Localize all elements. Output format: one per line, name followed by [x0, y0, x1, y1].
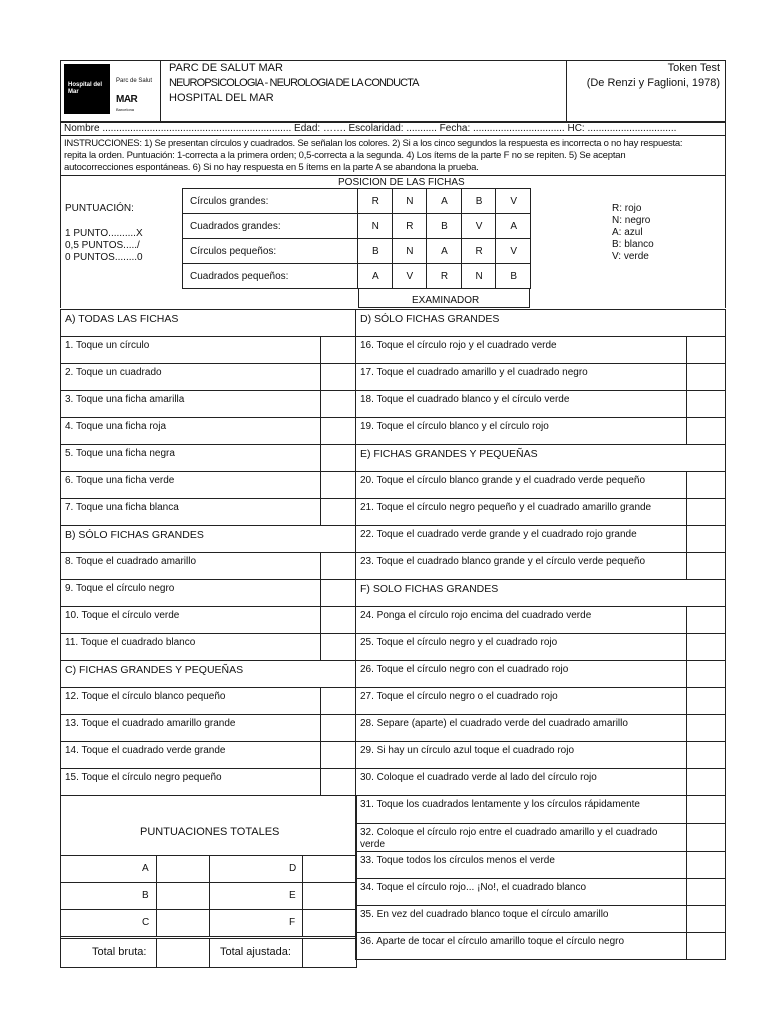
legend-item: N: negro [612, 215, 651, 226]
item-score-box[interactable] [320, 768, 356, 796]
item-score-box[interactable] [320, 633, 356, 661]
item-score-box[interactable] [686, 932, 726, 960]
item-text: 9. Toque el círculo negro [65, 583, 175, 594]
totals-value-box[interactable] [302, 855, 357, 883]
item-score-box[interactable] [686, 768, 726, 796]
patient-line: Nombre .................................................................... Edad: ……. Escolaridad: ........... Fecha: ................................. HC: ................................ [64, 123, 677, 134]
item-score-box[interactable] [686, 606, 726, 634]
position-token-value: B [441, 221, 448, 232]
item-score-box[interactable] [320, 336, 356, 364]
item-score-box[interactable] [686, 714, 726, 742]
logo-parc-text: Parc de Salut [116, 78, 153, 84]
item-score-box[interactable] [320, 471, 356, 499]
position-token-value: V [406, 271, 414, 282]
item-text: 2. Toque un cuadrado [65, 367, 162, 378]
test-name: Token Test [667, 62, 720, 74]
section-heading: E) FICHAS GRANDES Y PEQUEÑAS [360, 448, 538, 460]
item-text: 6. Toque una ficha verde [65, 475, 175, 486]
item-text: 31. Toque los cuadrados lentamente y los círculos rápidamente [360, 799, 640, 810]
item-score-box[interactable] [686, 363, 726, 391]
item-score-box[interactable] [686, 525, 726, 553]
position-row-label: Cuadrados pequeños: [190, 271, 289, 282]
item-score-box[interactable] [320, 579, 356, 607]
item-score-box[interactable] [686, 498, 726, 526]
scoring-half-point: 0,5 PUNTOS...../ [65, 240, 140, 251]
totals-value-box[interactable] [156, 855, 210, 883]
item-text: 8. Toque el cuadrado amarillo [65, 556, 197, 567]
item-score-box[interactable] [320, 390, 356, 418]
examiner-label: EXAMINADOR [412, 295, 480, 306]
position-token-value: V [510, 246, 518, 257]
totals-value-box[interactable] [302, 882, 357, 910]
logo-mar-text: MAR [116, 94, 138, 105]
totals-value-box[interactable] [156, 909, 210, 937]
legend-item: B: blanco [612, 239, 654, 250]
item-text: 10. Toque el círculo verde [65, 610, 180, 621]
item-score-box[interactable] [686, 905, 726, 933]
totals-label: F [289, 917, 296, 928]
item-text: 18. Toque el cuadrado blanco y el círculo verde [360, 394, 570, 405]
total-raw-label: Total bruta: [92, 946, 147, 958]
total-adjusted-box[interactable] [302, 938, 357, 968]
item-text: 3. Toque una ficha amarilla [65, 394, 185, 405]
position-row-label: Círculos grandes: [190, 196, 269, 207]
item-text: 28. Separe (aparte) el cuadrado verde del cuadrado amarillo [360, 718, 628, 729]
logo-hospital-text: Hospital del Mar [68, 82, 103, 95]
section-heading: D) SÓLO FICHAS GRANDES [360, 313, 500, 325]
section-heading: F) SOLO FICHAS GRANDES [360, 583, 499, 595]
position-token-value: A [441, 196, 448, 207]
item-text: 15. Toque el círculo negro pequeño [65, 772, 222, 783]
item-score-box[interactable] [686, 795, 726, 824]
position-token-value: A [371, 271, 379, 282]
logo-sub-text: Barcelona [116, 107, 135, 112]
item-text: 12. Toque el círculo blanco pequeño [65, 691, 226, 702]
position-token-value: B [371, 246, 379, 257]
position-token-value: N [406, 196, 414, 207]
item-text: 30. Coloque el cuadrado verde al lado del círculo rojo [360, 772, 597, 783]
item-score-box[interactable] [686, 851, 726, 879]
item-score-box[interactable] [320, 714, 356, 742]
scoring-title: PUNTUACIÓN: [65, 203, 134, 214]
item-text: 1. Toque un círculo [65, 340, 150, 351]
item-score-box[interactable] [320, 363, 356, 391]
item-score-box[interactable] [320, 417, 356, 445]
item-text: 33. Toque todos los círculos menos el verde [360, 855, 555, 866]
item-text: 19. Toque el círculo blanco y el círculo rojo [360, 421, 549, 432]
position-token-value: R [475, 246, 483, 257]
item-text: 7. Toque una ficha blanca [65, 502, 179, 513]
item-score-box[interactable] [686, 878, 726, 906]
total-adjusted-label: Total ajustada: [220, 946, 291, 958]
position-row-label: Círculos pequeños: [190, 246, 277, 257]
item-score-box[interactable] [686, 660, 726, 688]
item-text: 34. Toque el círculo rojo... ¡No!, el cuadrado blanco [360, 882, 587, 893]
item-text: 32. Coloque el círculo rojo entre el cuadrado amarillo y el cuadrado verde [360, 827, 658, 850]
scoring-one-point: 1 PUNTO..........X [65, 228, 143, 239]
item-text: 17. Toque el cuadrado amarillo y el cuadrado negro [360, 367, 588, 378]
position-token-value: A [441, 246, 448, 257]
position-token-value: V [475, 221, 483, 232]
header-line-1: PARC DE SALUT MAR [169, 62, 283, 74]
position-token-value: V [510, 196, 518, 207]
totals-label: B [142, 890, 149, 901]
section-heading: B) SÓLO FICHAS GRANDES [65, 529, 204, 541]
instructions-line-1: INSTRUCCIONES: 1) Se presentan círculos y cuadrados. Se señalan los colores. 2) Si a los cinco segundos la respuesta es incorrecta o no hay respuesta: [64, 138, 683, 149]
item-text: 5. Toque una ficha negra [65, 448, 175, 459]
totals-label: C [142, 917, 150, 928]
item-score-box[interactable] [686, 633, 726, 661]
hospital-logo [64, 64, 154, 114]
item-text: 36. Aparte de tocar el círculo amarillo toque el círculo negro [360, 936, 625, 947]
item-text: 13. Toque el cuadrado amarillo grande [65, 718, 236, 729]
item-score-box[interactable] [686, 741, 726, 769]
item-score-box[interactable] [686, 823, 726, 852]
instructions-line-3: autocorrecciones espontáneas. 6) Si no hay respuesta en 5 ítems en la parte A se abandona la prueba. [64, 162, 479, 173]
item-score-box[interactable] [320, 498, 356, 526]
position-token-value: B [475, 196, 483, 207]
totals-title: PUNTUACIONES TOTALES [140, 826, 280, 838]
totals-value-box[interactable] [302, 909, 357, 937]
item-score-box[interactable] [686, 687, 726, 715]
totals-label: A [142, 863, 149, 874]
legend-item: R: rojo [612, 203, 642, 214]
item-text: 14. Toque el cuadrado verde grande [65, 745, 226, 756]
item-text: 24. Ponga el círculo rojo encima del cuadrado verde [360, 610, 592, 621]
item-score-box[interactable] [320, 444, 356, 472]
item-text: 25. Toque el círculo negro y el cuadrado rojo [360, 637, 558, 648]
item-text: 35. En vez del cuadrado blanco toque el círculo amarillo [360, 909, 609, 920]
position-token-value: B [510, 271, 518, 282]
header-divider-right [566, 60, 567, 122]
instructions-line-2: repita la orden. Puntuación: 1-correcta a la primera orden; 0,5-correcta a la segunda. 4) Los ítems de la parte F no se repiten. 5) Se aceptan [64, 150, 626, 161]
item-text: 23. Toque el cuadrado blanco grande y el círculo verde pequeño [360, 556, 646, 567]
test-reference: (De Renzi y Faglioni, 1978) [586, 77, 720, 89]
header-divider-left [160, 60, 161, 122]
item-text: 29. Si hay un círculo azul toque el cuadrado rojo [360, 745, 575, 756]
item-text: 16. Toque el círculo rojo y el cuadrado verde [360, 340, 557, 351]
item-text: 22. Toque el cuadrado verde grande y el cuadrado rojo grande [360, 529, 637, 540]
header-line-2: NEUROPSICOLOGIA - NEUROLOGIA DE LA CONDUCTA [169, 77, 419, 89]
positions-title: POSICION DE LAS FICHAS [338, 177, 465, 188]
item-score-box[interactable] [320, 687, 356, 715]
item-text: 11. Toque el cuadrado blanco [65, 637, 196, 648]
item-score-box[interactable] [686, 471, 726, 499]
section-heading: C) FICHAS GRANDES Y PEQUEÑAS [65, 664, 244, 676]
item-score-box[interactable] [686, 417, 726, 445]
item-text: 21. Toque el círculo negro pequeño y el cuadrado amarillo grande [360, 502, 652, 513]
position-token-value: R [440, 271, 449, 282]
legend-item: A: azul [612, 227, 643, 238]
position-token-value: R [406, 221, 414, 232]
totals-value-box[interactable] [156, 882, 210, 910]
position-row-label: Cuadrados grandes: [190, 221, 281, 232]
legend-item: V: verde [612, 251, 649, 262]
item-score-box[interactable] [320, 606, 356, 634]
totals-label: D [289, 863, 297, 874]
position-token-value: N [406, 246, 414, 257]
item-text: 27. Toque el círculo negro o el cuadrado rojo [360, 691, 558, 702]
scoring-zero-point: 0 PUNTOS........0 [65, 252, 143, 263]
item-text: 4. Toque una ficha roja [65, 421, 167, 432]
position-token-value: N [371, 221, 379, 232]
item-score-box[interactable] [320, 552, 356, 580]
item-score-box[interactable] [320, 741, 356, 769]
header-line-3: HOSPITAL DEL MAR [169, 92, 274, 104]
total-raw-box[interactable] [156, 938, 210, 968]
item-score-box[interactable] [686, 390, 726, 418]
logo-black-block [64, 64, 110, 114]
totals-label: E [289, 890, 296, 901]
item-text: 26. Toque el círculo negro con el cuadrado rojo [360, 664, 569, 675]
position-token-value: A [510, 221, 518, 232]
item-score-box[interactable] [686, 552, 726, 580]
item-text: 20. Toque el círculo blanco grande y el cuadrado verde pequeño [360, 475, 646, 486]
position-token-value: N [475, 271, 483, 282]
item-score-box[interactable] [686, 336, 726, 364]
position-token-value: R [371, 196, 379, 207]
section-heading: A) TODAS LAS FICHAS [65, 313, 179, 325]
